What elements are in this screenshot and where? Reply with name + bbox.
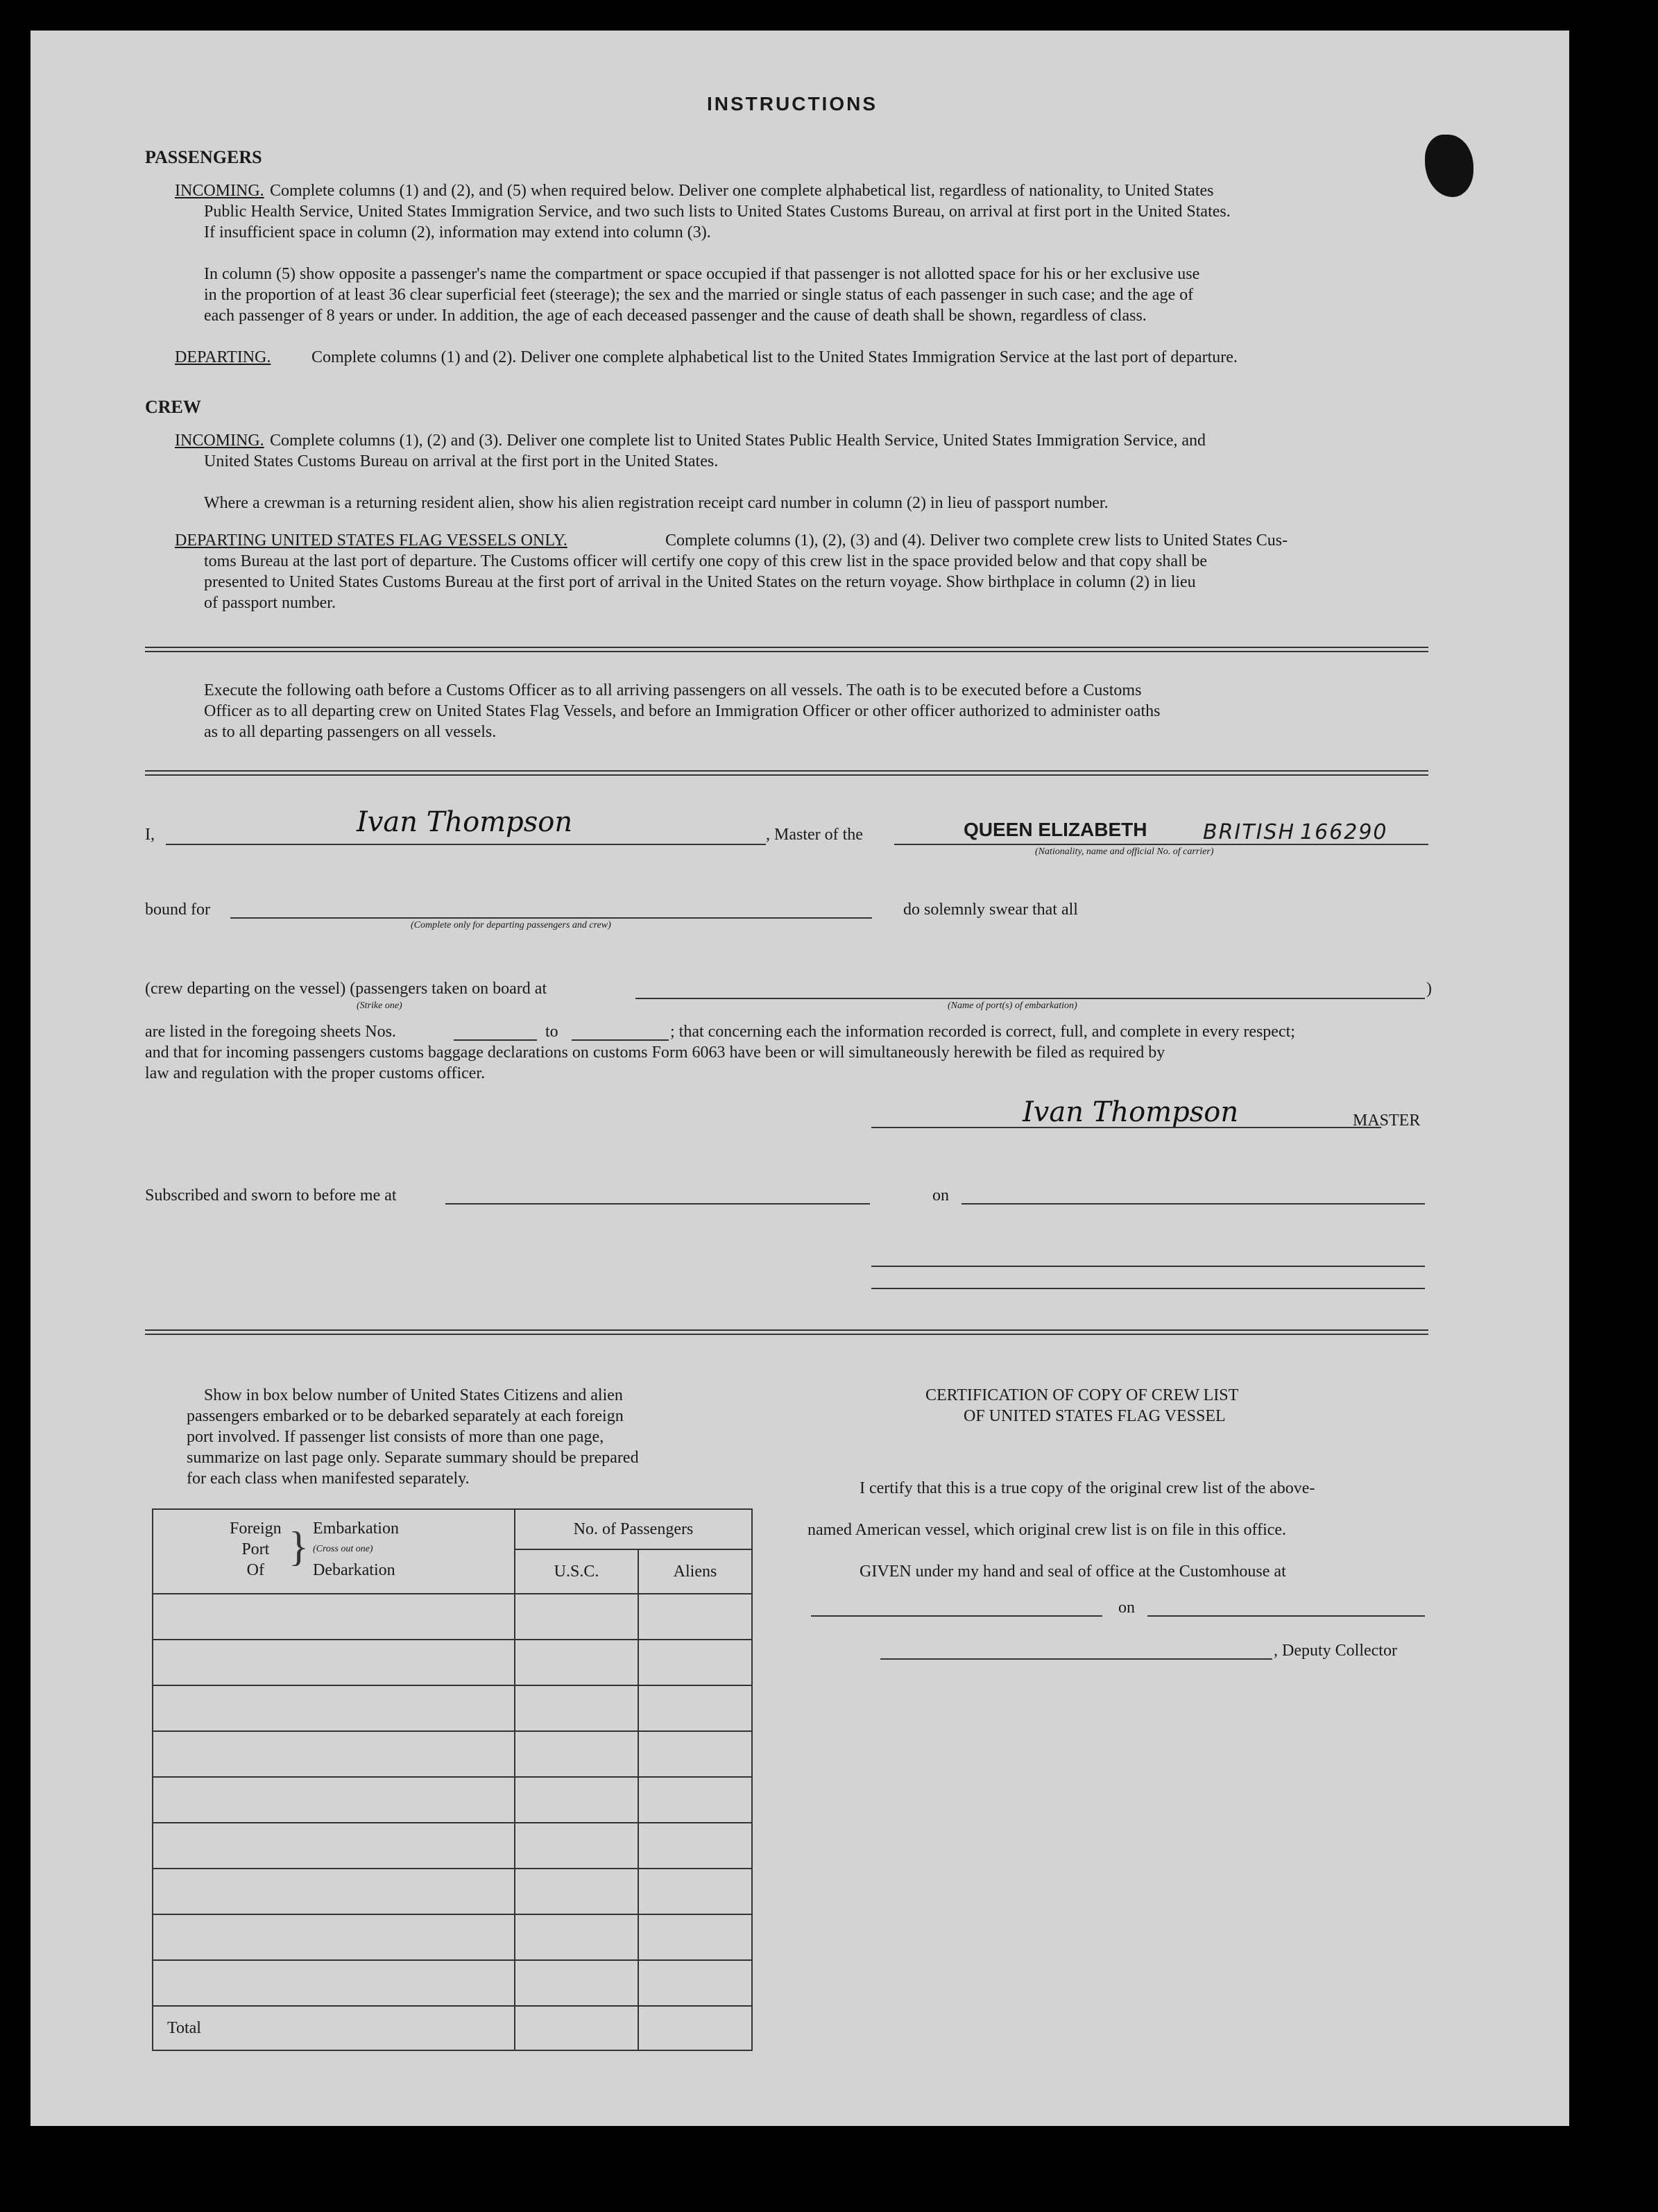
summary-instruction-3: port involved. If passenger list consists of more than one page, [187, 1428, 604, 1446]
brace-glyph: } [289, 1524, 309, 1569]
table-row [153, 1777, 752, 1823]
crew-incoming-line-1: Complete columns (1), (2) and (3). Deliver one complete list to United States Public Health Service, United States Immigration Service, and [270, 432, 1206, 450]
passengers-incoming-label: INCOMING. [175, 182, 264, 200]
passengers-departing-label: DEPARTING. [175, 348, 271, 366]
crew-departing-line-3: presented to United States Customs Bureau at the first port of arrival in the United States on the return voyage. Show birthplace in column (2) in lieu [204, 573, 1196, 591]
table-row [153, 1823, 752, 1869]
summary-instruction-5: for each class when manifested separately. [187, 1470, 470, 1488]
summary-instruction-1: Show in box below number of United States Citizens and alien [204, 1386, 623, 1404]
cross-out-label: (Cross out one) [313, 1544, 373, 1554]
summary-instruction-4: summarize on last page only. Separate summary should be prepared [187, 1449, 639, 1467]
table-row [153, 1731, 752, 1777]
master-sign-line [871, 1127, 1381, 1128]
baggage-line: and that for incoming passengers customs baggage declarations on customs Form 6063 have been or will simultaneously herewith be filed as required by [145, 1044, 1165, 1062]
summary-instruction-2: passengers embarked or to be debarked separately at each foreign [187, 1407, 624, 1425]
table-row [153, 1594, 752, 1640]
passengers-incoming-line-2: Public Health Service, United States Immigration Service, and two such lists to United States Customs Bureau, on arrival at first port in the United States. [204, 203, 1231, 221]
oath-i-label: I, [145, 826, 155, 844]
sheets-to-label: to [545, 1023, 558, 1041]
table-row [153, 1640, 752, 1685]
sheets-to-line [572, 1039, 669, 1041]
total-row [153, 2006, 752, 2050]
embarkation-label: Embarkation [313, 1520, 399, 1538]
bound-for-caption: (Complete only for departing passengers and crew) [411, 920, 611, 930]
table-row [153, 1914, 752, 1960]
document-page [31, 31, 1569, 2126]
vessel-official-no: 166290 [1300, 820, 1388, 844]
passenger-summary-table [152, 1508, 753, 2051]
crew-departing-line-1: Complete columns (1), (2), (3) and (4). Deliver two complete crew lists to United States Cus- [665, 531, 1288, 550]
certification-heading-2: OF UNITED STATES FLAG VESSEL [964, 1407, 1226, 1425]
column5-line-1: In column (5) show opposite a passenger's name the compartment or space occupied if that passenger is not allotted space for his or her exclusive use [204, 265, 1200, 283]
strike-one-caption: (Strike one) [357, 1001, 402, 1011]
deputy-collector-label: , Deputy Collector [1274, 1642, 1397, 1660]
aliens-header-cell [638, 1549, 752, 1594]
cert-date-line [1147, 1615, 1425, 1617]
master-signature: Ivan Thompson [357, 806, 573, 838]
master-label: MASTER [1353, 1112, 1421, 1130]
oath-intro-line-2: Officer as to all departing crew on United States Flag Vessels, and before an Immigration Officer or other officer authorized to administer oaths [204, 702, 1161, 720]
column5-line-3: each passenger of 8 years or under. In addition, the age of each deceased passenger and the cause of death shall be shown, regardless of class. [204, 307, 1147, 325]
total-label: Total [167, 2018, 201, 2037]
table-row [153, 1869, 752, 1914]
subscribed-on-label: on [932, 1186, 949, 1205]
crew-heading: CREW [145, 397, 201, 417]
resident-alien-note: Where a crewman is a returning resident alien, show his alien registration receipt card number in column (2) in lieu of passport number. [204, 494, 1109, 512]
crew-incoming-label: INCOMING. [175, 432, 264, 450]
port-header-cell [153, 1509, 515, 1594]
total-label-cell [153, 2006, 515, 2050]
sheets-label: are listed in the foregoing sheets Nos. [145, 1023, 396, 1041]
ports-caption: (Name of port(s) of embarkation) [948, 1001, 1077, 1011]
certification-heading-1: CERTIFICATION OF COPY OF CREW LIST [925, 1386, 1239, 1404]
crew-departing-text: (crew departing on the vessel) (passengers taken on board at [145, 980, 547, 998]
given-line: GIVEN under my hand and seal of office at the Customhouse at [860, 1563, 1286, 1581]
ink-blot [1425, 135, 1473, 197]
master-name-line [166, 844, 766, 845]
swear-text: do solemnly swear that all [903, 901, 1078, 919]
aliens-label: Aliens [673, 1562, 717, 1581]
oath-intro-line-1: Execute the following oath before a Customs Officer as to all arriving passengers on all vessels. The oath is to be executed before a Customs [204, 681, 1142, 699]
no-of-passengers-label: No. of Passengers [573, 1520, 694, 1538]
subscribed-label: Subscribed and sworn to before me at [145, 1186, 397, 1205]
sheets-rest: ; that concerning each the information recorded is correct, full, and complete in every respect; [670, 1023, 1295, 1041]
debarkation-label: Debarkation [313, 1561, 395, 1579]
cert-line-2: named American vessel, which original crew list is on file in this office. [807, 1521, 1287, 1539]
table-row [153, 1960, 752, 2006]
usc-header-cell [515, 1549, 638, 1594]
law-line: law and regulation with the proper customs officer. [145, 1064, 486, 1082]
ports-line [635, 998, 1425, 999]
subscribed-date-line [962, 1203, 1425, 1205]
passengers-header-cell [515, 1509, 752, 1549]
crew-incoming-line-2: United States Customs Bureau on arrival at the first port in the United States. [204, 452, 719, 470]
customhouse-line [811, 1615, 1102, 1617]
passengers-incoming-line-1: Complete columns (1) and (2), and (5) when required below. Deliver one complete alphabetical list, regardless of nationality, to United States [270, 182, 1214, 200]
crew-departing-label: DEPARTING UNITED STATES FLAG VESSELS ONLY. [175, 531, 567, 550]
passengers-incoming-line-3: If insufficient space in column (2), information may extend into column (3). [204, 223, 711, 241]
close-paren: ) [1426, 980, 1432, 998]
column5-line-2: in the proportion of at least 36 clear superficial feet (steerage); the sex and the married or single status of each passenger in such case; and the age of [204, 286, 1194, 304]
officer-sign-line-1 [871, 1266, 1425, 1267]
section-divider [145, 647, 1428, 652]
vessel-nationality: BRITISH [1203, 820, 1296, 844]
vessel-caption: (Nationality, name and official No. of carrier) [1035, 846, 1214, 857]
bound-for-label: bound for [145, 901, 210, 919]
section-divider [145, 1329, 1428, 1335]
table-row [153, 1685, 752, 1731]
vessel-name: QUEEN ELIZABETH [964, 819, 1147, 840]
table-header-row [153, 1509, 752, 1549]
sheets-from-line [454, 1039, 537, 1041]
officer-sign-line-2 [871, 1288, 1425, 1289]
master-signature-2: Ivan Thompson [1023, 1096, 1239, 1128]
usc-label: U.S.C. [554, 1562, 599, 1581]
oath-intro-line-3: as to all departing passengers on all vessels. [204, 723, 497, 741]
crew-departing-line-4: of passport number. [204, 594, 336, 612]
of-label: Of [246, 1561, 264, 1579]
cert-on-label: on [1118, 1599, 1135, 1617]
page-title: INSTRUCTIONS [707, 93, 878, 114]
bound-for-line [230, 917, 872, 919]
passengers-heading: PASSENGERS [145, 147, 262, 167]
passengers-departing-text: Complete columns (1) and (2). Deliver one complete alphabetical list to the United States Immigration Service at the last port of departure. [311, 348, 1238, 366]
subscribed-place-line [445, 1203, 870, 1205]
crew-departing-line-2: toms Bureau at the last port of departure. The Customs officer will certify one copy of this crew list in the space provided below and that copy shall be [204, 552, 1208, 570]
deputy-sign-line [880, 1658, 1272, 1660]
port-label: Port [241, 1540, 270, 1558]
section-divider [145, 770, 1428, 776]
master-of-label: , Master of the [766, 826, 863, 844]
foreign-label: Foreign [230, 1520, 282, 1538]
cert-line-1: I certify that this is a true copy of the original crew list of the above- [860, 1479, 1315, 1497]
